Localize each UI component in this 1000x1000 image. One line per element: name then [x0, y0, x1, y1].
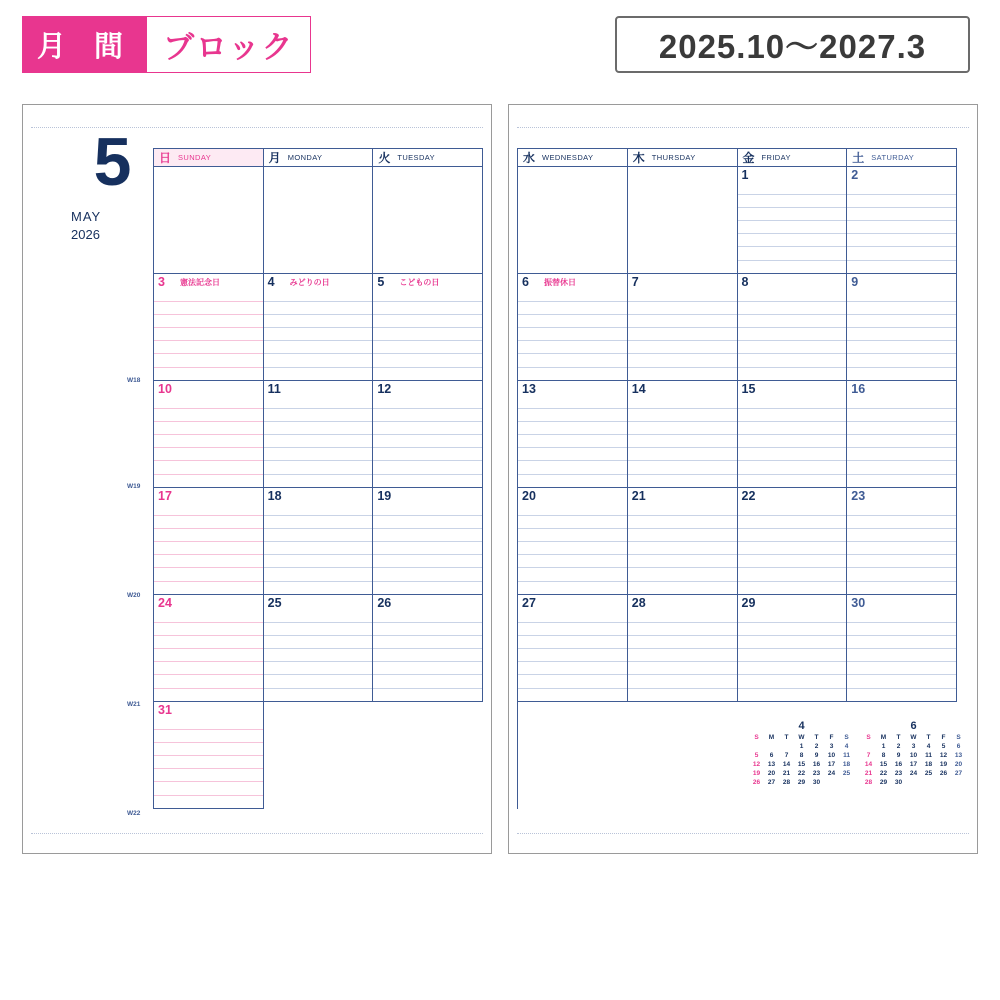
- mini-day-cell: 12: [752, 761, 761, 769]
- mini-week-row: [861, 743, 966, 752]
- day-number: 2: [851, 168, 859, 182]
- day-cell[interactable]: [628, 595, 738, 702]
- day-cell[interactable]: [154, 595, 264, 702]
- mini-day-cell: 3: [829, 743, 834, 751]
- mini-day-cell: 4: [844, 743, 849, 751]
- month-year: 2026: [71, 227, 100, 243]
- weekday-header-wednesday: [518, 149, 628, 167]
- day-cell-empty: [518, 702, 628, 809]
- day-number: 6: [522, 275, 529, 289]
- mini-weekday-header: W: [910, 734, 917, 742]
- day-cell[interactable]: [518, 274, 628, 381]
- holiday-label: みどりの日: [289, 278, 330, 287]
- mini-day-cell: 7: [866, 752, 871, 760]
- mini-day-cell: 26: [752, 778, 761, 786]
- day-cell[interactable]: [847, 274, 957, 381]
- mini-day-cell: [779, 743, 794, 752]
- rule-lines: [154, 610, 263, 701]
- rule-lines: [738, 610, 847, 701]
- weekday-jp: 火: [378, 151, 391, 165]
- day-cell-empty: [264, 167, 374, 274]
- mini-day-cell: 17: [909, 761, 918, 769]
- weekday-header-saturday: [847, 149, 957, 167]
- rule-lines: [518, 610, 627, 701]
- rule-lines: [518, 396, 627, 487]
- day-cell-empty: [373, 167, 483, 274]
- rule-lines: [847, 182, 956, 273]
- weekday-en: WEDNESDAY: [542, 153, 594, 162]
- mini-day-cell: 26: [939, 770, 948, 778]
- rule-lines: [154, 717, 263, 808]
- day-number: 14: [631, 382, 646, 396]
- mini-day-cell: 27: [767, 778, 776, 786]
- mini-week-row: [749, 743, 854, 752]
- day-number: 7: [631, 275, 639, 289]
- mini-weekday-header: F: [941, 734, 946, 742]
- mini-day-cell: 2: [814, 743, 819, 751]
- day-cell[interactable]: [373, 274, 483, 381]
- rule-lines: [518, 289, 627, 380]
- day-number: 4: [267, 275, 275, 289]
- day-cell[interactable]: [847, 167, 957, 274]
- day-cell-empty: [518, 167, 628, 274]
- mini-weekday-header: T: [926, 734, 931, 742]
- day-number: 29: [741, 596, 756, 610]
- week-row: [154, 488, 483, 595]
- mini-day-cell: 21: [864, 770, 873, 778]
- day-cell[interactable]: [518, 595, 628, 702]
- mini-day-cell: 17: [827, 761, 836, 769]
- day-cell[interactable]: [264, 488, 374, 595]
- weekday-en: FRIDAY: [761, 153, 791, 162]
- page-right: [508, 104, 978, 854]
- week-number: W20: [127, 592, 141, 599]
- mini-calendar-prev-month: [749, 720, 854, 787]
- mini-day-cell: 4: [926, 743, 931, 751]
- mini-day-cell: 3: [911, 743, 916, 751]
- week-row: [518, 167, 957, 274]
- mini-weekday-header: T: [896, 734, 901, 742]
- day-number: 3: [158, 275, 165, 289]
- mini-day-cell: 6: [769, 752, 774, 760]
- day-cell[interactable]: [154, 274, 264, 381]
- day-number: 10: [158, 382, 172, 396]
- week-row: [154, 702, 483, 809]
- mini-weekday-header: S: [754, 734, 759, 742]
- mini-weekday-header: W: [798, 734, 805, 742]
- week-row: [518, 274, 957, 381]
- mini-day-cell: 8: [881, 752, 886, 760]
- mini-day-cell: 6: [956, 743, 961, 751]
- rule-lines: [373, 289, 482, 380]
- rule-lines: [628, 503, 737, 594]
- day-number: 12: [377, 382, 392, 396]
- mini-day-cell: 9: [896, 752, 901, 760]
- day-number: 26: [377, 596, 392, 610]
- day-cell[interactable]: [154, 381, 264, 488]
- mini-day-cell: 15: [879, 761, 888, 769]
- rule-lines: [847, 289, 956, 380]
- rule-lines: [847, 610, 956, 701]
- weekday-jp: 月: [268, 151, 281, 165]
- weekday-jp: 日: [159, 151, 172, 165]
- mini-day-cell: 19: [752, 770, 761, 778]
- day-cell[interactable]: [847, 381, 957, 488]
- mini-weekday-header: T: [784, 734, 789, 742]
- mini-week-row: [749, 779, 854, 788]
- day-number: 13: [522, 382, 536, 396]
- mini-day-cell: [951, 779, 966, 788]
- weekday-jp: 金: [742, 151, 755, 165]
- mini-week-row: [861, 752, 966, 761]
- weekday-en: SATURDAY: [871, 153, 915, 162]
- week-row: [154, 274, 483, 381]
- mini-calendar-title: 6: [910, 720, 917, 732]
- day-number: 22: [741, 489, 756, 503]
- mini-calendar-table: [749, 734, 854, 787]
- weekday-jp: 土: [852, 151, 865, 165]
- day-number: 11: [267, 382, 281, 396]
- day-number: 16: [851, 382, 866, 396]
- weekday-header-row: [518, 149, 957, 167]
- mini-day-cell: 5: [754, 752, 759, 760]
- day-cell-empty: [264, 702, 374, 809]
- day-cell[interactable]: [373, 381, 483, 488]
- mini-day-cell: 24: [909, 770, 918, 778]
- mini-day-cell: 15: [797, 761, 806, 769]
- day-cell[interactable]: [373, 595, 483, 702]
- rule-lines: [847, 396, 956, 487]
- day-number: 21: [631, 489, 646, 503]
- calendar-spread: [22, 104, 978, 854]
- mini-day-cell: 14: [782, 761, 791, 769]
- month-grid-left: [153, 148, 483, 809]
- mini-day-cell: 30: [812, 778, 821, 786]
- mini-day-cell: 13: [954, 752, 963, 760]
- week-row: [518, 488, 957, 595]
- week-row: [518, 381, 957, 488]
- day-number: 28: [631, 596, 646, 610]
- day-cell[interactable]: [738, 167, 848, 274]
- day-number: 5: [377, 275, 385, 289]
- mini-day-cell: 25: [924, 770, 933, 778]
- mini-day-cell: [839, 779, 854, 788]
- mini-weekday-header: F: [829, 734, 834, 742]
- mini-day-cell: 25: [842, 770, 851, 778]
- rule-lines: [628, 610, 737, 701]
- mini-day-cell: 11: [843, 752, 850, 760]
- weekday-header-tuesday: [373, 149, 483, 167]
- weekday-header-thursday: [628, 149, 738, 167]
- mini-day-cell: [861, 743, 876, 752]
- day-number: 19: [377, 489, 392, 503]
- day-cell[interactable]: [628, 274, 738, 381]
- mini-day-cell: 13: [767, 761, 776, 769]
- day-cell[interactable]: [373, 488, 483, 595]
- mini-day-cell: 27: [954, 770, 963, 778]
- weekday-en: TUESDAY: [397, 153, 436, 162]
- mini-day-cell: 29: [797, 778, 806, 786]
- weekday-jp: 木: [632, 151, 645, 165]
- day-number: 30: [851, 596, 866, 610]
- rule-lines: [738, 503, 847, 594]
- rule-lines: [518, 503, 627, 594]
- month-title-block: [65, 124, 160, 243]
- mini-day-cell: 29: [879, 778, 888, 786]
- rule-lines: [738, 396, 847, 487]
- rule-lines: [264, 503, 373, 594]
- mini-day-cell: [936, 779, 951, 788]
- day-number: 9: [851, 275, 859, 289]
- rule-lines: [738, 289, 847, 380]
- day-cell[interactable]: [518, 381, 628, 488]
- mini-day-cell: [921, 779, 936, 788]
- mini-day-cell: 5: [941, 743, 946, 751]
- mini-day-cell: 21: [782, 770, 791, 778]
- day-cell-empty: [154, 167, 264, 274]
- day-number: 31: [158, 703, 172, 717]
- day-cell[interactable]: [628, 381, 738, 488]
- day-cell[interactable]: [518, 488, 628, 595]
- day-cell[interactable]: [154, 488, 264, 595]
- mini-day-cell: 2: [896, 743, 901, 751]
- mini-week-row: [749, 770, 854, 779]
- mini-weekday-header: M: [768, 734, 775, 742]
- tag-label-monthly: 月 間: [23, 17, 147, 72]
- mini-day-cell: 14: [864, 761, 873, 769]
- mini-day-cell: [749, 743, 764, 752]
- mini-day-cell: 10: [909, 752, 918, 760]
- week-row: [154, 167, 483, 274]
- mini-day-cell: 22: [797, 770, 806, 778]
- guide-line: [517, 833, 969, 834]
- day-number: 23: [851, 489, 866, 503]
- mini-week-row: [861, 761, 966, 770]
- tag-label-block: ブロック: [147, 17, 310, 72]
- day-cell[interactable]: [628, 488, 738, 595]
- day-number: 27: [522, 596, 536, 610]
- rule-lines: [264, 610, 373, 701]
- year-range-badge: 2025.10〜2027.3: [615, 16, 970, 73]
- day-cell[interactable]: [738, 274, 848, 381]
- month-grid-right: [517, 148, 957, 809]
- mini-day-cell: 10: [827, 752, 836, 760]
- mini-weekday-header: S: [866, 734, 871, 742]
- mini-day-cell: 23: [812, 770, 821, 778]
- mini-day-cell: 16: [812, 761, 821, 769]
- day-cell-empty: [628, 167, 738, 274]
- mini-day-cell: 12: [939, 752, 948, 760]
- holiday-label: こどもの日: [399, 278, 440, 287]
- mini-day-cell: 9: [814, 752, 819, 760]
- rule-lines: [738, 182, 847, 273]
- rule-lines: [373, 396, 482, 487]
- rule-lines: [373, 610, 482, 701]
- day-number: 8: [741, 275, 749, 289]
- day-cell-empty: [628, 702, 738, 809]
- weekday-en: SUNDAY: [178, 153, 212, 162]
- mini-day-cell: 1: [799, 743, 804, 751]
- mini-day-cell: [824, 779, 839, 788]
- day-number: 15: [741, 382, 756, 396]
- mini-day-cell: [764, 743, 779, 752]
- day-cell-empty: [373, 702, 483, 809]
- mini-week-row: [749, 752, 854, 761]
- month-english: MAY: [71, 209, 102, 225]
- header-bar: [0, 0, 1000, 90]
- day-number: 24: [158, 596, 172, 610]
- mini-day-cell: 22: [879, 770, 888, 778]
- mini-day-cell: 8: [799, 752, 804, 760]
- week-number: W19: [127, 483, 141, 490]
- guide-line: [517, 127, 969, 128]
- rule-lines: [628, 396, 737, 487]
- rule-lines: [154, 289, 263, 380]
- week-row: [154, 595, 483, 702]
- week-number: W18: [127, 377, 141, 384]
- day-cell[interactable]: [847, 595, 957, 702]
- rule-lines: [373, 503, 482, 594]
- mini-day-cell: 16: [894, 761, 903, 769]
- mini-calendar-next-month: [861, 720, 966, 787]
- mini-weekday-header: M: [880, 734, 887, 742]
- day-number: 18: [267, 489, 282, 503]
- weekday-jp: 水: [523, 151, 536, 165]
- guide-line: [31, 833, 483, 834]
- day-number: 1: [741, 168, 749, 182]
- rule-lines: [154, 396, 263, 487]
- day-cell[interactable]: [738, 488, 848, 595]
- mini-day-cell: 18: [842, 761, 851, 769]
- weekday-header-monday: [264, 149, 374, 167]
- page-left: [22, 104, 492, 854]
- mini-week-row: [861, 779, 966, 788]
- holiday-label: 振替休日: [544, 278, 576, 287]
- mini-calendar-title: 4: [798, 720, 805, 732]
- month-number: 5: [93, 124, 132, 200]
- mini-calendar-table: [861, 734, 966, 787]
- mini-week-row: [861, 770, 966, 779]
- rule-lines: [264, 289, 373, 380]
- weekday-header-sunday: [154, 149, 264, 167]
- weekday-header-row: [154, 149, 483, 167]
- mini-weekday-header: S: [844, 734, 849, 742]
- rule-lines: [847, 503, 956, 594]
- week-number: W21: [127, 701, 141, 708]
- mini-day-cell: 1: [881, 743, 886, 751]
- day-cell[interactable]: [738, 381, 848, 488]
- day-cell[interactable]: [738, 595, 848, 702]
- mini-day-cell: [906, 779, 921, 788]
- weekday-header-friday: [738, 149, 848, 167]
- weekday-en: THURSDAY: [651, 153, 696, 162]
- mini-weekday-header: T: [814, 734, 819, 742]
- rule-lines: [154, 503, 263, 594]
- mini-day-cell: 28: [782, 778, 791, 786]
- day-cell[interactable]: [154, 702, 264, 809]
- day-cell[interactable]: [264, 381, 374, 488]
- rule-lines: [628, 289, 737, 380]
- mini-day-cell: 20: [954, 761, 963, 769]
- mini-day-cell: 30: [894, 778, 903, 786]
- day-cell[interactable]: [264, 595, 374, 702]
- planner-type-tag: [22, 16, 311, 73]
- day-number: 20: [522, 489, 536, 503]
- mini-day-cell: 20: [767, 770, 776, 778]
- mini-weekday-header: S: [956, 734, 961, 742]
- day-cell[interactable]: [264, 274, 374, 381]
- mini-day-cell: 19: [939, 761, 948, 769]
- week-row: [518, 595, 957, 702]
- mini-day-cell: 24: [827, 770, 836, 778]
- week-number: W22: [127, 810, 141, 817]
- holiday-label: 憲法記念日: [180, 278, 220, 287]
- mini-week-row: [749, 761, 854, 770]
- mini-day-cell: 11: [925, 752, 932, 760]
- mini-day-cell: 18: [924, 761, 933, 769]
- mini-day-cell: 23: [894, 770, 903, 778]
- mini-day-cell: 7: [784, 752, 789, 760]
- day-number: 17: [158, 489, 172, 503]
- mini-day-cell: 28: [864, 778, 873, 786]
- day-number: 25: [267, 596, 282, 610]
- week-row: [154, 381, 483, 488]
- day-cell[interactable]: [847, 488, 957, 595]
- rule-lines: [264, 396, 373, 487]
- weekday-en: MONDAY: [287, 153, 323, 162]
